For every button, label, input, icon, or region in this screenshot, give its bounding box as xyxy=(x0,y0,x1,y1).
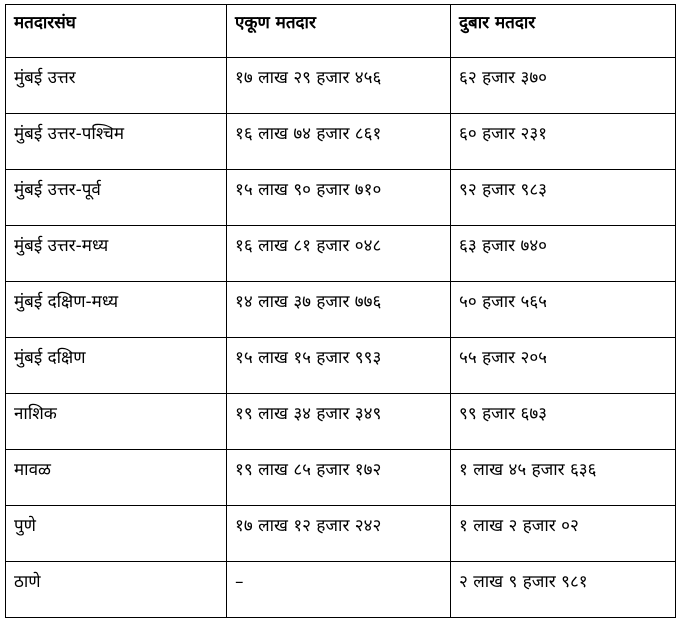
constituency-cell: ठाणे xyxy=(6,562,227,618)
table-row xyxy=(6,170,676,226)
constituency-cell: मुंबई उत्तर-मध्य xyxy=(6,226,227,282)
duplicate-voters-cell: १ लाख २ हजार ०२ xyxy=(451,506,676,562)
constituency-cell: मावळ xyxy=(6,450,227,506)
table-row xyxy=(6,282,676,338)
total-voters-cell: १७ लाख १२ हजार २४२ xyxy=(227,506,451,562)
duplicate-voters-cell: ९९ हजार ६७३ xyxy=(451,394,676,450)
duplicate-voters-cell: ६० हजार २३१ xyxy=(451,114,676,170)
table-row xyxy=(6,226,676,282)
duplicate-voters-cell: ९२ हजार ९८३ xyxy=(451,170,676,226)
total-voters-cell: १५ लाख १५ हजार ९९३ xyxy=(227,338,451,394)
duplicate-voters-cell: ६३ हजार ७४० xyxy=(451,226,676,282)
table-row xyxy=(6,562,676,618)
total-voters-cell: १६ लाख ८१ हजार ०४८ xyxy=(227,226,451,282)
total-voters-cell: १६ लाख ७४ हजार ८६१ xyxy=(227,114,451,170)
table-row xyxy=(6,450,676,506)
duplicate-voters-cell: ५० हजार ५६५ xyxy=(451,282,676,338)
table-row xyxy=(6,506,676,562)
header-row xyxy=(6,5,676,58)
header-constituency: मतदारसंघ xyxy=(6,5,227,58)
total-voters-cell: १९ लाख ३४ हजार ३४९ xyxy=(227,394,451,450)
total-voters-cell: १९ लाख ८५ हजार १७२ xyxy=(227,450,451,506)
header-duplicate-voters: दुबार मतदार xyxy=(451,5,676,58)
duplicate-voters-cell: ५५ हजार २०५ xyxy=(451,338,676,394)
voter-table xyxy=(5,4,676,618)
total-voters-cell: १७ लाख २९ हजार ४५६ xyxy=(227,58,451,114)
constituency-cell: मुंबई दक्षिण-मध्य xyxy=(6,282,227,338)
duplicate-voters-cell: ६२ हजार ३७० xyxy=(451,58,676,114)
table-row xyxy=(6,58,676,114)
constituency-cell: मुंबई उत्तर-पश्चिम xyxy=(6,114,227,170)
total-voters-cell: – xyxy=(227,562,451,618)
constituency-cell: मुंबई दक्षिण xyxy=(6,338,227,394)
table-row xyxy=(6,394,676,450)
constituency-cell: मुंबई उत्तर xyxy=(6,58,227,114)
constituency-cell: मुंबई उत्तर-पूर्व xyxy=(6,170,227,226)
total-voters-cell: १५ लाख ९० हजार ७१० xyxy=(227,170,451,226)
table-row xyxy=(6,338,676,394)
table-row xyxy=(6,114,676,170)
total-voters-cell: १४ लाख ३७ हजार ७७६ xyxy=(227,282,451,338)
duplicate-voters-cell: २ लाख ९ हजार ९८१ xyxy=(451,562,676,618)
constituency-cell: पुणे xyxy=(6,506,227,562)
constituency-cell: नाशिक xyxy=(6,394,227,450)
header-total-voters: एकूण मतदार xyxy=(227,5,451,58)
duplicate-voters-cell: १ लाख ४५ हजार ६३६ xyxy=(451,450,676,506)
